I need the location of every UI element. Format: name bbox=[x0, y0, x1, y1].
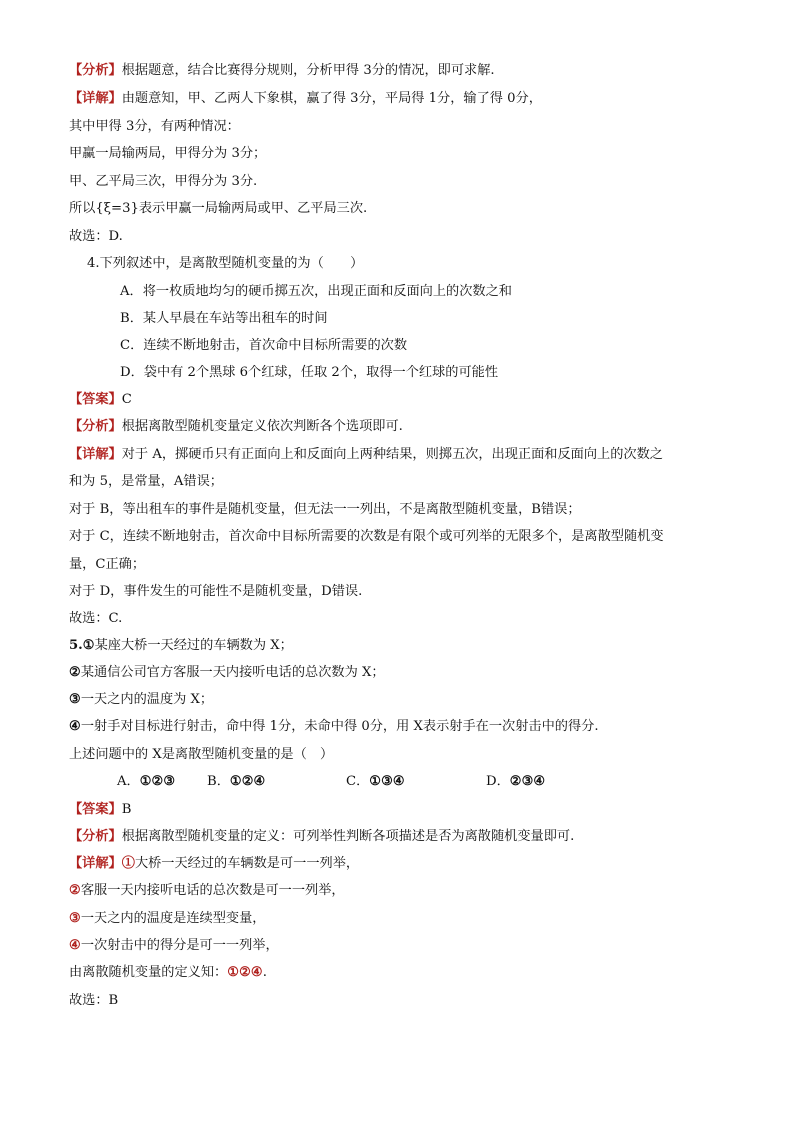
text-line: 对于 D，事件发生的可能性不是随机变量，D错误. bbox=[69, 584, 363, 599]
analysis-line: 【分析】根据离散型随机变量定义依次判断各个选项即可. bbox=[69, 419, 403, 434]
analysis-tag: 【分析】 bbox=[69, 63, 122, 78]
question-5-item-4: ④一射手对目标进行射击，命中得 1分，未命中得 0分，用 X表示射手在一次射击中的得分. bbox=[69, 719, 599, 734]
answer-line: 【答案】B bbox=[69, 802, 132, 817]
detail-tag: 【详解】 bbox=[69, 856, 122, 871]
question-5-option-b: B．①②④ bbox=[207, 774, 266, 789]
question-4-option-d: D．袋中有 2个黑球 6个红球，任取 2个，取得一个红球的可能性 bbox=[120, 365, 499, 380]
text-line: 其中甲得 3分，有两种情况： bbox=[69, 119, 240, 134]
analysis-line: 【分析】根据题意，结合比赛得分规则，分析甲得 3分的情况，即可求解. bbox=[69, 63, 495, 78]
circled-number: ① bbox=[82, 638, 95, 653]
circled-number: ④ bbox=[69, 938, 81, 953]
text-line: ②客服一天内接听电话的总次数是可一一列举， bbox=[69, 883, 345, 898]
conclusion-line: 故选：D. bbox=[69, 229, 123, 244]
detail-line: 【详解】对于 A，掷硬币只有正面向上和反面向上两种结果，则掷五次，出现正面和反面向上的次数之 bbox=[69, 447, 663, 462]
circled-number: ③ bbox=[69, 692, 81, 707]
question-4-stem: 4.下列叙述中，是离散型随机变量的为（ ） bbox=[87, 256, 364, 271]
question-5-item-2: ②某通信公司官方客服一天内接听电话的总次数为 X； bbox=[69, 665, 385, 680]
text-line: ③一天之内的温度是连续型变量， bbox=[69, 911, 266, 926]
detail-tag: 【详解】 bbox=[69, 91, 122, 106]
question-5-option-d: D．②③④ bbox=[486, 774, 546, 789]
question-5-ask: 上述问题中的 X是离散型随机变量的是（ ） bbox=[69, 747, 334, 762]
text-line: 和为 5，是常量，A错误； bbox=[69, 474, 223, 489]
conclusion-line: 故选：B bbox=[69, 993, 119, 1008]
text-line: 由离散随机变量的定义知：①②④. bbox=[69, 965, 267, 980]
question-5-option-a: A．①②③ bbox=[117, 774, 176, 789]
answer-tag: 【答案】 bbox=[69, 802, 122, 817]
detail-line: 【详解】①大桥一天经过的车辆数是可一一列举， bbox=[69, 856, 360, 871]
text-line: 甲赢一局输两局，甲得分为 3分； bbox=[69, 146, 267, 161]
text-line: 量，C正确； bbox=[69, 557, 146, 572]
text-line: 所以{ξ=3}表示甲赢一局输两局或甲、乙平局三次. bbox=[69, 201, 368, 216]
text-line: 对于 C，连续不断地射击，首次命中目标所需要的次数是有限个或可列举的无限多个，是离散型随机变 bbox=[69, 529, 664, 544]
text-line: 甲、乙平局三次，甲得分为 3分. bbox=[69, 174, 258, 189]
answer-line: 【答案】C bbox=[69, 392, 132, 407]
text-line: ④一次射击中的得分是可一一列举， bbox=[69, 938, 279, 953]
analysis-tag: 【分析】 bbox=[69, 419, 122, 434]
question-5-option-c: C．①③④ bbox=[346, 774, 405, 789]
detail-line: 【详解】由题意知，甲、乙两人下象棋，赢了得 3分，平局得 1分，输了得 0分， bbox=[69, 91, 542, 106]
question-4-option-b: B．某人早晨在车站等出租车的时间 bbox=[120, 311, 328, 326]
circled-number: ①②④ bbox=[227, 965, 263, 980]
question-5-item-1: 5.①某座大桥一天经过的车辆数为 X； bbox=[69, 638, 293, 653]
circled-number: ② bbox=[69, 883, 81, 898]
conclusion-line: 故选：C. bbox=[69, 611, 123, 626]
circled-number: ③ bbox=[69, 911, 81, 926]
answer-tag: 【答案】 bbox=[69, 392, 122, 407]
text-line: 对于 B，等出租车的事件是随机变量，但无法一一列出，不是离散型随机变量，B错误； bbox=[69, 502, 581, 517]
question-4-option-a: A．将一枚质地均匀的硬币掷五次，出现正面和反面向上的次数之和 bbox=[120, 284, 512, 299]
analysis-line: 【分析】根据离散型随机变量的定义：可列举性判断各项描述是否为离散随机变量即可. bbox=[69, 829, 575, 844]
detail-tag: 【详解】 bbox=[69, 447, 122, 462]
circled-number: ① bbox=[121, 856, 135, 871]
circled-number: ④ bbox=[69, 719, 81, 734]
question-4-option-c: C．连续不断地射击，首次命中目标所需要的次数 bbox=[120, 338, 408, 353]
question-5-item-3: ③一天之内的温度为 X； bbox=[69, 692, 214, 707]
analysis-tag: 【分析】 bbox=[69, 829, 122, 844]
circled-number: ② bbox=[69, 665, 81, 680]
